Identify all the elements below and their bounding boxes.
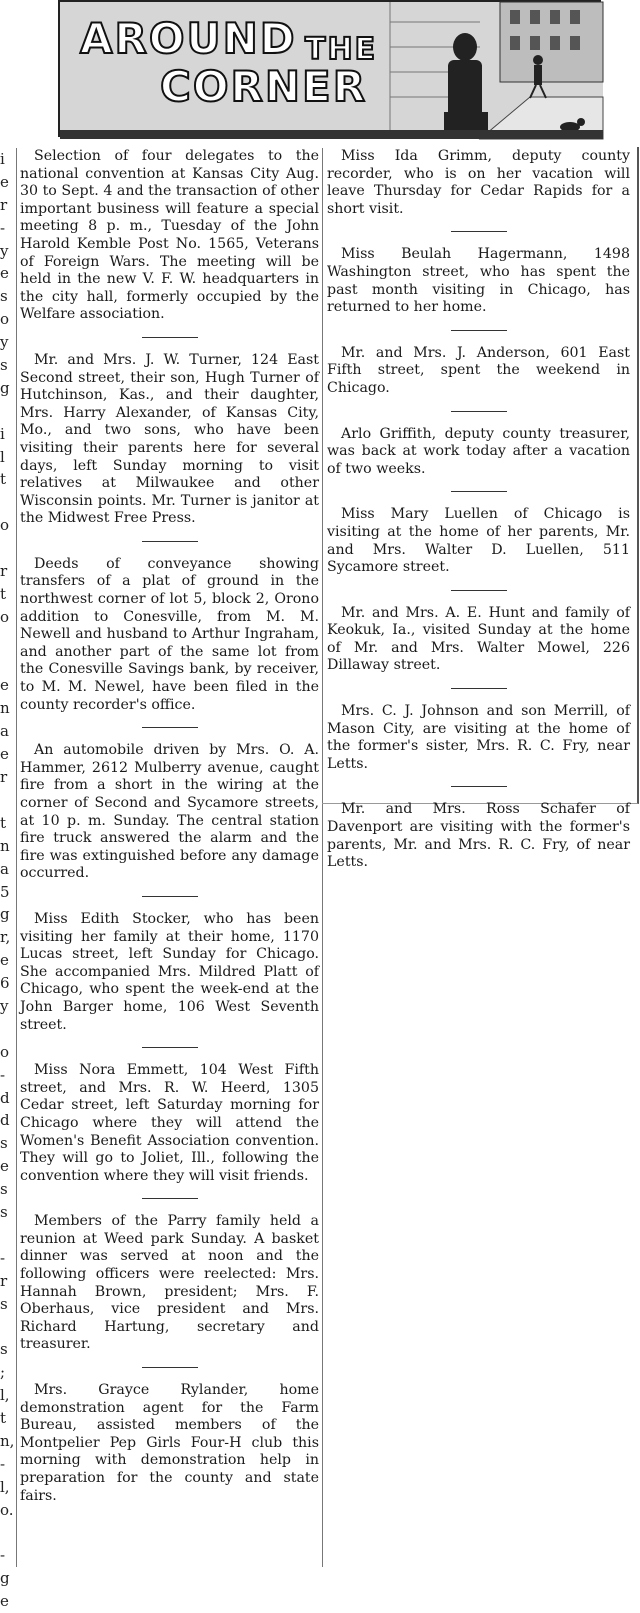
left-column — [20, 148, 319, 1505]
margin-fragment: o — [0, 310, 10, 329]
margin-fragment: l — [0, 447, 5, 466]
right-column — [327, 148, 630, 872]
margin-fragment: - — [0, 1546, 6, 1565]
margin-fragment: r — [0, 562, 8, 581]
news-item: Mr. and Mrs. A. E. Hunt and family of Keokuk, Ia., visited Sunday at the home of Mr. and Mrs. Walter Mowel, 226 Dillaway street. — [327, 604, 630, 674]
item-separator — [142, 727, 198, 728]
margin-fragment: i — [0, 150, 5, 168]
news-item: Deeds of conveyance showing transfers of a plat of ground in the northwest corner of lot 5, block 2, Orono addition to Conesville, from M. M. Newell and husband to Arthur Ingraham, and another part of the same lot from the Conesville Savings bank, by receiver, to M. M. Newel, have been filed in the county recorder's office. — [20, 555, 319, 713]
margin-fragment: ; — [0, 1363, 6, 1382]
masthead-word-around: AROUND — [80, 14, 297, 63]
margin-fragment: s — [0, 356, 8, 375]
margin-fragment: r, — [0, 928, 11, 947]
item-separator — [142, 1367, 198, 1368]
news-item: Mr. and Mrs. Ross Schafer of Davenport are visiting with the former's parents, Mr. and Mrs. R. C. Fry, of near Letts. — [327, 801, 630, 871]
news-item: Mr. and Mrs. J. W. Turner, 124 East Second street, their son, Hugh Turner of Hutchinson, Kas., and their daughter, Mrs. Harry Alexander, of Kansas City, Mo., and two sons, who have been visiting their parents here for several days, left Sunday morning to visit relatives at Milwaukee and other Wisconsin points. Mr. Turner is janitor at the Midwest Free Press. — [20, 351, 319, 527]
margin-fragment: r — [0, 195, 8, 214]
margin-fragment: t — [0, 584, 7, 603]
news-item: Miss Beulah Hagermann, 1498 Washington street, who has spent the past month visiting in Chicago, has returned to her home. — [327, 246, 630, 316]
item-separator — [451, 688, 507, 689]
item-separator — [142, 337, 198, 338]
item-separator — [451, 786, 507, 787]
news-item: Selection of four delegates to the national convention at Kansas City Aug. 30 to Sept. 4 and the transaction of other important business will feature a special meeting 8 p. m., Tuesday of the John Harold Kemble Post No. 1565, Veterans of Foreign Wars. The meeting will be held in the new V. F. W. headquarters in the city hall, formerly occupied by the Welfare association. — [20, 148, 319, 323]
margin-fragment: n, — [0, 1431, 15, 1450]
item-separator — [142, 541, 198, 542]
item-separator — [142, 1047, 198, 1048]
margin-fragment: 6 — [0, 974, 10, 993]
margin-fragment: - — [0, 1248, 6, 1267]
margin-fragment: - — [0, 1454, 6, 1473]
margin-fragment — [0, 652, 14, 675]
margin-fragment: r — [0, 768, 8, 787]
news-item: Miss Ida Grimm, deputy county recorder, who is on her vacation will leave Thursday for Cedar Rapids for a short visit. — [327, 148, 630, 217]
margin-fragment: e — [0, 676, 9, 695]
margin-fragment: s — [0, 1180, 8, 1199]
margin-fragment: o — [0, 516, 10, 535]
margin-fragment: 5 — [0, 882, 10, 901]
margin-fragment: n — [0, 699, 10, 718]
margin-fragment: s — [0, 287, 8, 306]
margin-fragment: y — [0, 333, 9, 352]
margin-fragment: t — [0, 813, 7, 832]
margin-fragment — [0, 789, 14, 812]
margin-fragment: - — [0, 1065, 6, 1084]
margin-fragment — [0, 491, 14, 514]
margin-fragment: e — [0, 264, 9, 283]
margin-fragment: y — [0, 241, 9, 260]
item-separator — [451, 231, 507, 232]
margin-fragment: e — [0, 172, 9, 191]
margin-fragment: e — [0, 1157, 9, 1176]
news-item: Miss Edith Stocker, who has been visiting her family at their home, 1170 Lucas street, left Sunday for Chicago. She accompanied Mrs. Mildred Platt of Chicago, who spent the week-end at the John Barger home, 106 West Seventh street. — [20, 910, 319, 1033]
margin-fragment: g — [0, 1569, 10, 1588]
masthead-word-corner: CORNER — [160, 62, 368, 111]
news-item: Mrs. C. J. Johnson and son Merrill, of Mason City, are visiting at the home of the former's sister, Mrs. R. C. Fry, near Letts. — [327, 703, 630, 772]
item-separator — [451, 411, 507, 412]
margin-fragment: n — [0, 836, 10, 855]
news-item: Mrs. Grayce Rylander, home demonstration agent for the Farm Bureau, assisted members of the Montpelier Pep Girls Four-H club this morning with demonstration help in preparation for the county and state fairs. — [20, 1382, 319, 1504]
margin-fragment — [0, 537, 14, 560]
news-item: Mr. and Mrs. J. Anderson, 601 East Fifth street, spent the weekend in Chicago. — [327, 344, 630, 396]
margin-fragment: r — [0, 1271, 8, 1290]
masthead-word-the: THE — [305, 32, 378, 67]
margin-fragment: s — [0, 1134, 8, 1153]
news-item: Arlo Griffith, deputy county treasurer, was back at work today after a vacation of two weeks. — [327, 425, 630, 477]
margin-fragment: a — [0, 859, 9, 878]
margin-fragment: o — [0, 1042, 10, 1061]
margin-fragment: d — [0, 1111, 10, 1130]
margin-fragment: i — [0, 424, 5, 443]
margin-fragment: s — [0, 1202, 8, 1221]
news-item: An automobile driven by Mrs. O. A. Hammer, 2612 Mulberry avenue, caught fire from a short in the wiring at the corner of Second and Sycamore streets, at 10 p. m. Sunday. The central station fire truck answered the alarm and the fire was extinguished before any damage occurred. — [20, 742, 319, 882]
item-separator — [142, 1198, 198, 1199]
margin-fragment — [0, 1315, 14, 1338]
margin-fragment — [0, 1521, 14, 1544]
margin-fragment — [0, 629, 14, 652]
margin-fragment: o. — [0, 1500, 14, 1519]
news-item: Miss Nora Emmett, 104 West Fifth street, and Mrs. R. W. Heerd, 1305 Cedar street, left Saturday morning for Chicago where they will attend the Women's Benefit Association convention. They will go to Joliet, Ill., following the convention where they will visit friends. — [20, 1062, 319, 1184]
margin-fragment — [0, 400, 14, 423]
item-separator — [451, 590, 507, 591]
margin-fragment: y — [0, 996, 9, 1015]
margin-fragment: e — [0, 951, 9, 970]
margin-fragment: g — [0, 378, 10, 397]
news-item: Members of the Parry family held a reunion at Weed park Sunday. A basket dinner was served at noon and the following officers were reelected: Mrs. Hannah Brown, president; Mrs. F. Oberhaus, vice president and Mrs. Richard Hartung, secretary and treasurer. — [20, 1213, 319, 1353]
margin-fragment: - — [0, 218, 6, 237]
margin-fragment — [0, 1224, 14, 1247]
item-separator — [451, 491, 507, 492]
item-separator — [451, 330, 507, 331]
column-rule-left — [16, 148, 17, 1567]
margin-fragment: d — [0, 1088, 10, 1107]
margin-fragment: l, — [0, 1386, 10, 1405]
margin-fragment: t — [0, 1408, 7, 1427]
margin-fragment: e — [0, 745, 9, 764]
margin-fragment: a — [0, 722, 9, 741]
margin-fragment: t — [0, 470, 7, 489]
item-separator — [142, 896, 198, 897]
news-item: Miss Mary Luellen of Chicago is visiting at the home of her parents, Mr. and Mrs. Walter D. Luellen, 511 Sycamore street. — [327, 506, 630, 576]
margin-fragment: g — [0, 905, 10, 924]
margin-fragment: s — [0, 1294, 8, 1313]
margin-fragment: o — [0, 607, 10, 626]
margin-fragment — [0, 1018, 14, 1041]
adjacent-column-fragments — [0, 148, 15, 1611]
margin-fragment: e — [0, 1592, 9, 1611]
masthead-illustration — [58, 0, 601, 137]
margin-fragment: l, — [0, 1477, 10, 1496]
margin-fragment: s — [0, 1340, 8, 1359]
